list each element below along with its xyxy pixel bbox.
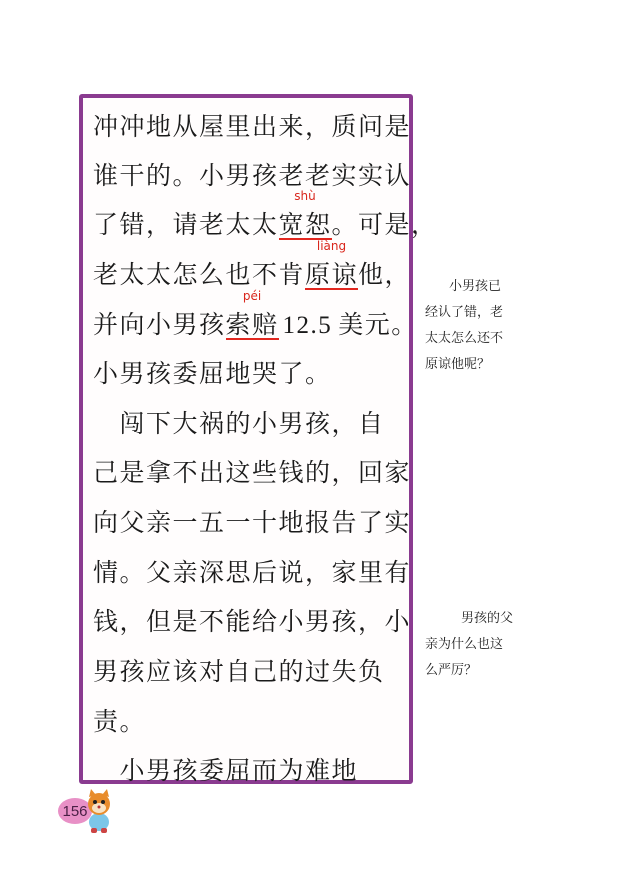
text-line: 谁干的。小男孩老老实实认 <box>93 161 412 190</box>
pinyin-annotation: péi <box>242 289 262 303</box>
text-line: 责。 <box>93 707 147 736</box>
side-note-question: 小男孩已 经认了错，老 太太怎么还不 原谅他呢？ <box>425 279 504 372</box>
text-line: 了错，请老太太 shù 宽恕。可是， <box>93 189 438 239</box>
text-line: 己是拿不出这些钱的，回家 <box>93 458 412 487</box>
text-line: 闯下大祸的小男孩，自 <box>93 409 385 438</box>
text-line: 小男孩委屈而为难地 <box>93 756 359 785</box>
text-line: 情。父亲深思后说，家里有 <box>93 558 412 587</box>
pinyin-annotation: shù <box>294 189 316 203</box>
underlined-word: shù 宽恕 <box>278 189 332 239</box>
pinyin-annotation: liàng <box>316 239 347 253</box>
page-number: 156 <box>58 798 92 824</box>
underlined-word: liàng 原谅 <box>305 239 359 289</box>
side-note-question: 男孩的父 亲为什么也这 么严厉？ <box>425 611 514 678</box>
mascot-icon <box>82 788 116 834</box>
text-line: 钱，但是不能给小男孩，小 <box>93 607 412 636</box>
text-line: 并向小男孩 péi 索赔 12.5 美元。 <box>93 289 418 339</box>
text-line: 冲冲地从屋里出来，质问是 <box>93 112 412 141</box>
underlined-word: péi 索赔 <box>225 289 279 339</box>
text-line: 向父亲一五一十地报告了实 <box>93 508 412 537</box>
text-line: 男孩应该对自己的过失负 <box>93 657 385 686</box>
text-line: 小男孩委屈地哭了。 <box>93 359 332 388</box>
text-line: 老太太怎么也不肯 liàng 原谅他， <box>93 239 412 289</box>
